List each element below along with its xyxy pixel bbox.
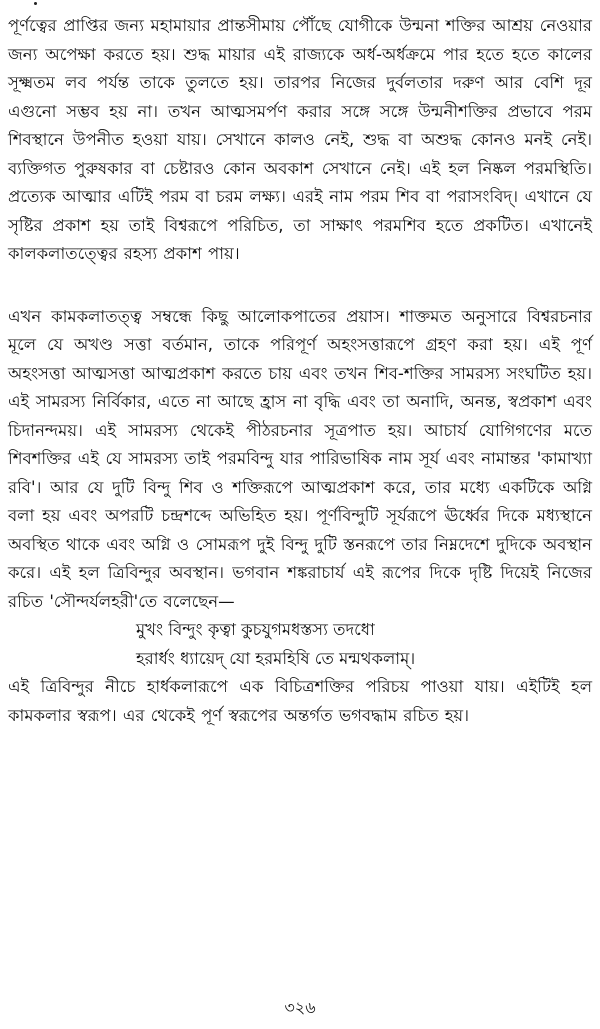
stray-dot-mark — [34, 2, 37, 5]
paragraph-tribindu: এই ত্রিবিন্দুর নীচে হার্ধকলারূপে এক বিচিত্রশক্তির পরিচয় পাওয়া যায়। এইটিই হল কামকলার স্বরূপ। এর থেকেই পূর্ণ স্বরূপের অন্তর্গত ভগবদ্ধাম রচিত হয়। — [8, 677, 592, 725]
page-number: ৩২৬ — [284, 998, 316, 1017]
verse-line-1: মুখং বিন্দুং কৃত্বা কুচযুগমধস্তস্য তদধো — [136, 620, 375, 639]
verse-line-2: হরার্ধং ধ্যায়েদ্ যো হরমহিষি তে মন্মথকলাম্। — [136, 648, 416, 668]
verse-saundaryalahari — [8, 616, 592, 673]
paragraph-kalakala: পূর্ণত্বের প্রাপ্তির জন্য মহামায়ার প্রান্তসীমায় পৌঁছে যোগীকে উন্মনা শক্তির আশ্রয় নেওয়ার জন্য অপেক্ষা করতে হয়। শুদ্ধ মায়ার এই রাজ্যকে অর্ধ-অর্ধক্রমে পার হতে হতে কালের সূক্ষ্মতম লব পর্যন্ত তাকে তুলতে হয়। তারপর নিজের দুর্বলতার দরুণ আর বেশি দূর এগুনো সম্ভব হয় না। তখন আত্মসমর্পণ করার সঙ্গে সঙ্গে উন্মনীশক্তির প্রভাবে পরম শিবস্থানে উপনীত হওয়া যায়। সেখানে কালও নেই, শুদ্ধ বা অশুদ্ধ কোনও মনই নেই। ব্যক্তিগত পুরুষকার বা চেষ্টারও কোন অবকাশ সেখানে নেই। এই হল নিষ্কল পরমস্থিতি। প্রত্যেক আত্মার এটিই পরম বা চরম লক্ষ্য। এরই নাম পরম শিব বা পরাসংবিদ্। এখানে যে সৃষ্টির প্রকাশ হয় তাই বিশ্বরূপে পরিচিত, তা সাক্ষাৎ পরমশিব হতে প্রকটিত। এখানেই কালকলাতত্ত্বের রহস্য প্রকাশ পায়। — [8, 16, 592, 263]
paragraph-kamakala-intro: এখন কামকলাতত্ত্ব সম্বন্ধে কিছু আলোকপাতের প্রয়াস। শাক্তমত অনুসারে বিশ্বরচনার মূলে যে অখণ্ড সত্তা বর্তমান, তাকে পরিপূর্ণ অহংসত্তারূপে গ্রহণ করা হয়। এই পূর্ণ অহংসত্তা আত্মসত্তা আত্মপ্রকাশ করতে চায় এবং তখন শিব-শক্তির সামরস্য সংঘটিত হয়। এই সামরস্য নির্বিকার, এতে না আছে হ্রাস না বৃদ্ধি এবং তা অনাদি, অনন্ত, স্বপ্রকাশ এবং চিদানন্দময়। এই সামরস্য থেকেই পীঠরচনার সূত্রপাত হয়। আচার্য যোগিগণের মতে শিবশক্তির এই যে সামরস্য তাই পরমবিন্দু যার পারিভাষিক নাম সূর্য এবং নামান্তর 'কামাখ্যা রবি'। আর যে দুটি বিন্দু শিব ও শক্তিরূপে আত্মপ্রকাশ করে, তার মধ্যে একটিকে অগ্নি বলা হয় এবং অপরটি চন্দ্রশব্দে অভিহিত হয়। পূর্ণবিন্দুটি সূর্যরূপে ঊর্ধ্বের দিকে মধ্যস্থানে অবস্থিত থাকে এবং অগ্নি ও সোমরূপ দুই বিন্দু দুটি স্তনরূপে তার নিম্নদেশে দুদিকে অবস্থান করে। এই হল ত্রিবিন্দুর অবস্থান। ভগবান শঙ্করাচার্য এই রূপের দিকে দৃষ্টি দিয়েই নিজের রচিত 'সৌন্দর্যলহরী'তে বলেছেন— — [8, 306, 592, 611]
